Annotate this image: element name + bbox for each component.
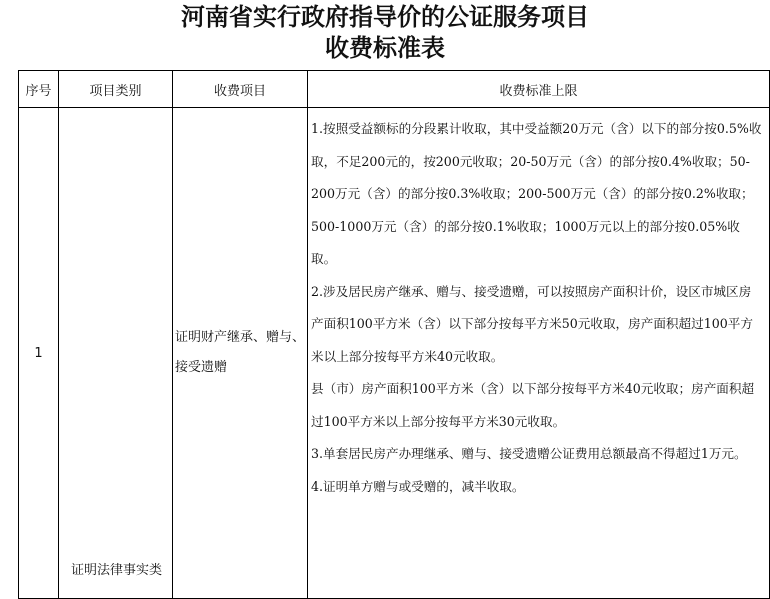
- page-title: 河南省实行政府指导价的公证服务项目: [181, 2, 589, 31]
- table-header-row: [19, 71, 770, 108]
- header-index: 序号: [19, 71, 59, 108]
- fee-table: [18, 70, 770, 599]
- header-item: 收费项目: [173, 71, 308, 108]
- header-standard: 收费标准上限: [308, 71, 770, 108]
- fee-rule: 3.单套居民房产办理继承、赠与、接受遗赠公证费用总额最高不得超过1万元。: [311, 446, 747, 461]
- row-fee-rules: [308, 108, 770, 599]
- row-item: 证明财产继承、赠与、接受遗赠: [173, 108, 308, 599]
- fee-rule: 2.涉及居民房产继承、赠与、接受遗赠，可以按照房产面积计价，设区市城区房产面积100平方米（含）以下部分按每平方米50元收取，房产面积超过100平方米以上部分按每平方米40元收取。: [311, 283, 753, 364]
- fee-rule: 4.证明单方赠与或受赠的，减半收取。: [311, 478, 525, 494]
- page-subtitle: 收费标准表: [325, 33, 445, 62]
- fee-rule: 县（市）房产面积100平方米（含）以下部分按每平方米40元收取；房产面积超过100平方米以上部分按每平方米30元收取。: [311, 381, 755, 429]
- header-category: 项目类别: [59, 71, 173, 108]
- row-index: 1: [19, 108, 59, 599]
- table-row: [19, 108, 770, 599]
- fee-rule: 1.按照受益额标的分段累计收取，其中受益额20万元（含）以下的部分按0.5%收取，不足200元的，按200元收取；20-50万元（含）的部分按0.4%收取；50-200万元（含）的部分按0.3%收取；200-500万元（含）的部分按0.2%收取；500-1000万元（含）的部分按0.1%收取；1000万元以上的部分按0.05%收取。: [311, 121, 762, 266]
- row-category: 证明法律事实类: [59, 108, 173, 599]
